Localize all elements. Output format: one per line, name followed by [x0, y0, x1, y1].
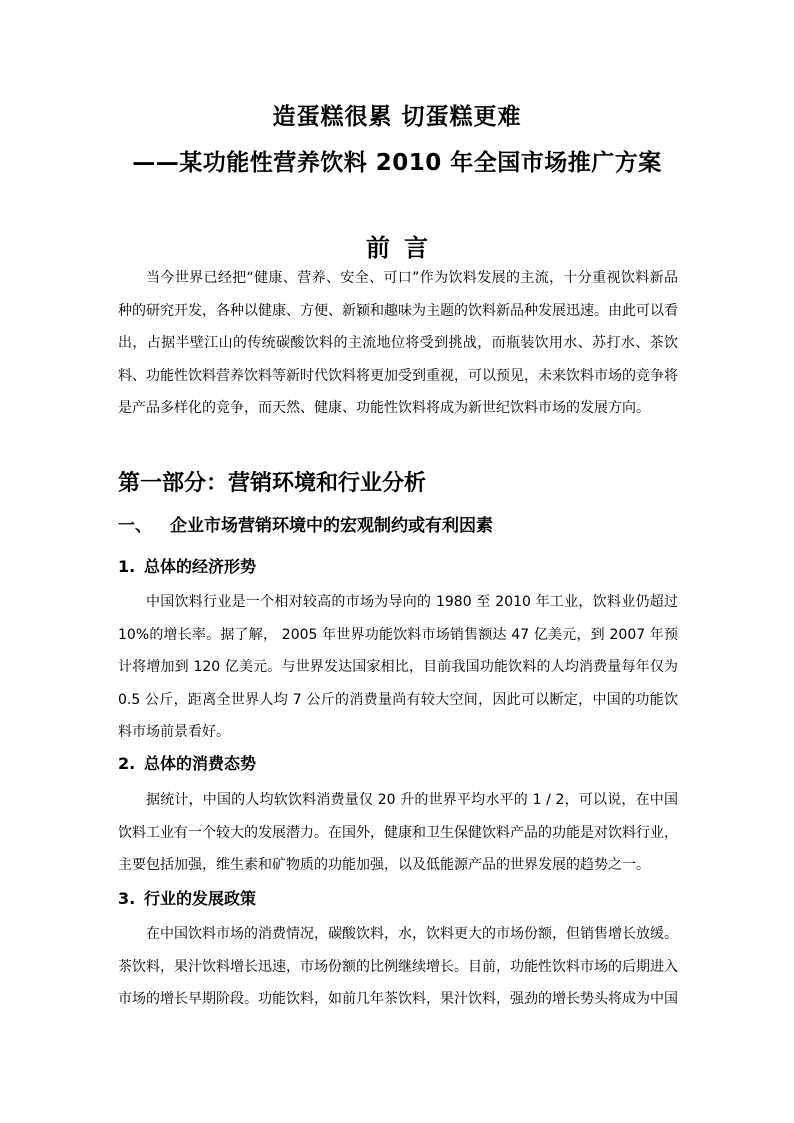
subsection1-heading: [118, 554, 256, 577]
subsection2-heading: [118, 751, 256, 774]
preface-heading: 前言: [366, 234, 442, 262]
preface-paragraph: 当今世界已经把“健康、营养、安全、可口”作为饮料发展的主流，十分重视饮料新品种的研究开发，各种以健康、方便、新颖和趣味为主题的饮料新品种发展迅速。由此可以看出，占据半壁江山的传统碳酸饮料的主流地位将受到挑战，而瓶装饮用水、苏打水、茶饮料、功能性饮料营养饮料等新时代饮料将更加受到重视，可以预见，未来饮料市场的竞争将是产品多样化的竞争，而天然、健康、功能性饮料将成为新世纪饮料市场的发展方向。: [118, 270, 678, 417]
subsection2-paragraph: 据统计，中国的人均软饮料消费量仅 20 升的世界平均水平的 1 / 2，可以说，在中国饮料工业有一个较大的发展潜力。在国外，健康和卫生保健饮料产品的功能是对饮料行业，主要包括加强，维生素和矿物质的功能加强，以及低能源产品的世界发展的趋势之一。: [118, 792, 678, 874]
subsection3-paragraph: 在中国饮料市场的消费情况，碳酸饮料，水，饮料更大的市场份额，但销售增长放缓。茶饮料，果汁饮料增长迅速，市场份额的比例继续增长。目前，功能性饮料市场的后期进入市场的增长早期阶段。功能饮料，如前几年茶饮料，果汁饮料，强劲的增长势头将成为中国: [118, 926, 678, 1008]
subsection1-title: 总体的经济形势: [144, 557, 257, 576]
subsection3-heading: [118, 886, 256, 909]
subsection1-number: 1.: [118, 557, 136, 576]
part1-heading: 第一部分：营销环境和行业分析: [118, 471, 427, 496]
section1-heading: [118, 511, 493, 536]
document-subtitle: ——某功能性营养饮料 2010 年全国市场推广方案: [132, 150, 662, 176]
section1-title: 企业市场营销环境中的宏观制约或有利因素: [170, 516, 493, 536]
subsection2-number: 2.: [118, 754, 136, 773]
section1-number: 一、: [118, 516, 152, 536]
document-title: 造蛋糕很累 切蛋糕更难: [272, 104, 522, 130]
subsection3-title: 行业的发展政策: [144, 889, 257, 908]
subsection1-paragraph: 中国饮料行业是一个相对较高的市场为导向的 1980 至 2010 年工业，饮料业仍超过 10%的增长率。据了解， 2005 年世界功能饮料市场销售额达 47 亿美元，到 2007 年预计将增加到 120 亿美元。与世界发达国家相比，目前我国功能饮料的人均消费量每年仅为 0.5 公斤，距离全世界人均 7 公斤的消费量尚有较大空间，因此可以断定，中国的功能饮料市场前景看好。: [118, 594, 678, 741]
subsection2-title: 总体的消费态势: [144, 754, 257, 773]
subsection3-number: 3.: [118, 889, 136, 908]
